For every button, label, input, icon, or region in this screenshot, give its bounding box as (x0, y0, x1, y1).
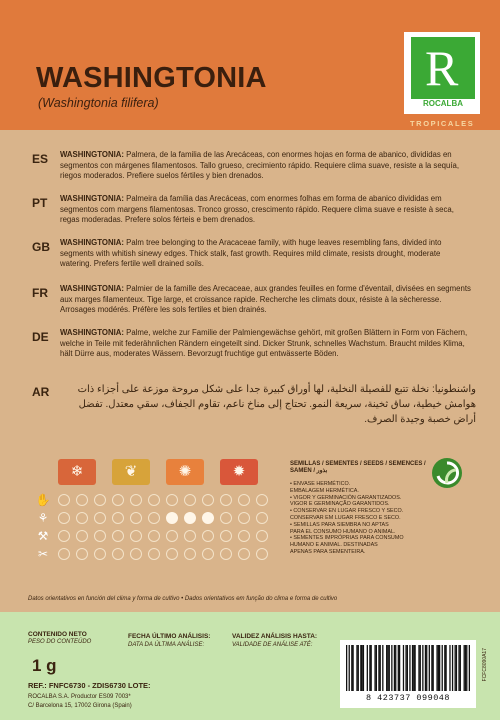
month-dot (220, 530, 232, 542)
month-dot (76, 494, 88, 506)
month-dot (256, 512, 268, 524)
validity-sub: VALIDADE DE ANÁLISE ATÉ: (232, 642, 313, 648)
lang-code-de: DE (32, 330, 49, 344)
seeds-info-line: VIGOR E GERMINAÇÃO GARANTIDOS. (290, 501, 390, 508)
net-content-sub: PESO DO CONTEÚDO (28, 639, 92, 645)
snowflake-icon-glyph: ❄ (70, 463, 84, 480)
month-dot (202, 512, 214, 524)
lang-code-gb: GB (32, 240, 50, 254)
month-dot (256, 494, 268, 506)
sowing-calendar (32, 450, 284, 588)
seeds-info-line: • VIGOR Y GERMINACIÓN GARANTIZADOS. (290, 494, 402, 501)
sun-icon-glyph: ✺ (178, 463, 192, 480)
month-dot (184, 494, 196, 506)
month-dot (130, 512, 142, 524)
barcode-bars (346, 645, 470, 691)
month-dot (166, 530, 178, 542)
month-dot (58, 512, 70, 524)
last-analysis-sub: DATA DA ÚLTIMA ANÁLISE: (128, 642, 205, 648)
snowflake-icon (58, 459, 96, 485)
seeds-info-line: PARA EL CONSUMO HUMANO O ANIMAL. (290, 528, 396, 535)
month-dot (76, 512, 88, 524)
lang-name-fr: WASHINGTONIA: (60, 284, 124, 293)
seeds-info-line: HUMANO E ANIMAL. DESTINADAS (290, 542, 378, 549)
lang-body-fr: Palmier de la famille des Arecaceae, aux grandes feuilles en forme d'éventail, divisées en segments aux marges filamenteux. Tige large, et croissance rapide. Recherche les climats doux, résiste à la sècheresse. Arrosages modérés. Préfère les sols fertiles et bien drainés. (60, 284, 471, 315)
month-dot (166, 512, 178, 524)
sowing-hand-icon: ✋ (35, 493, 51, 507)
month-dot (184, 548, 196, 560)
net-weight: 1 g (32, 656, 57, 675)
month-dot (94, 530, 106, 542)
orientative-footnote: Datos orientativos en función del clima y forma de cultivo • Dados orientativos em função do clima e forma de cultivo (28, 596, 338, 602)
month-dot (166, 494, 178, 506)
month-dot (238, 494, 250, 506)
month-dot (238, 530, 250, 542)
month-dot (184, 530, 196, 542)
lang-code-pt: PT (32, 196, 48, 210)
last-analysis-label: FECHA ÚLTIMO ANÁLISIS: (128, 633, 211, 640)
month-dot (220, 512, 232, 524)
barcode-number: 8 423737 099048 (365, 693, 450, 703)
latin-name: (Washingtonia filifera) (38, 96, 159, 110)
logo-brand: ROCALBA (423, 99, 463, 108)
green-dot-recycle-icon (432, 458, 462, 488)
barcode (340, 640, 476, 708)
month-dot (130, 530, 142, 542)
maple-leaf-icon-glyph: ✹ (232, 463, 246, 480)
month-dot (58, 530, 70, 542)
month-dot (112, 494, 124, 506)
month-dot (130, 494, 142, 506)
seeds-info-line: EMBALAGEM HERMÉTICA. (290, 487, 359, 494)
logo-green-box (411, 37, 475, 99)
reference-lot: REF.: FNFC6730 - ZDIS6730 LOTE: (28, 681, 151, 690)
lang-text-de (60, 328, 472, 360)
lang-code-fr: FR (32, 286, 48, 300)
month-dot (202, 530, 214, 542)
month-dot (238, 512, 250, 524)
month-dot (148, 494, 160, 506)
lang-name-pt: WASHINGTONIA: (60, 194, 124, 203)
month-dot (58, 494, 70, 506)
month-dot (220, 548, 232, 560)
seeds-info-line: • ENVASE HERMÉTICO. (290, 481, 351, 487)
lang-text-fr (60, 284, 472, 316)
lang-text-es (60, 150, 472, 182)
month-dot (202, 494, 214, 506)
month-dot (76, 548, 88, 560)
month-dot (94, 494, 106, 506)
seeds-info-line: APENAS PARA SEMENTEIRA. (290, 549, 366, 555)
lang-name-es: WASHINGTONIA: (60, 150, 124, 159)
month-dot (220, 494, 232, 506)
month-dot (256, 548, 268, 560)
lang-text-gb (60, 238, 472, 270)
month-dot (202, 548, 214, 560)
validity-label: VALIDEZ ANÁLISIS HASTA: (232, 633, 318, 640)
month-dot (148, 530, 160, 542)
lang-body-pt: Palmeira da família das Arecáceas, com enormes folhas em forma de abanico divididas em segmentos com margens filamentosas. Tronco grosso, crescimento rápido. Requere clima suave e resiste à seca, regas moderadas. Prefere solos férteis e bem drenados. (60, 194, 454, 225)
month-dot (166, 548, 178, 560)
lang-body-gb: Palm tree belonging to the Aracaceae family, with huge leaves resembling fans, divided into segments with whitish sinewy edges. Thick stalk, fast growth. Requires mild climate, resists drought, moderate watering. Prefers fertile well drained soils. (60, 238, 442, 269)
lang-text-pt (60, 194, 472, 226)
month-dot (94, 548, 106, 560)
address-line: C/ Barcelona 15, 17002 Girona (Spain) (28, 703, 132, 709)
month-dot (94, 512, 106, 524)
seeds-info-line: • SEMILLAS PARA SIEMBRA NO APTAS (290, 521, 389, 528)
month-dot (112, 548, 124, 560)
product-title: WASHINGTONIA (36, 62, 267, 94)
month-dot (256, 530, 268, 542)
month-dot (76, 530, 88, 542)
month-dot (130, 548, 142, 560)
seeds-info-line: • CONSERVAR EN LUGAR FRESCO Y SECO. (290, 508, 404, 515)
lang-name-de: WASHINGTONIA: (60, 328, 124, 337)
lang-code-es: ES (32, 152, 49, 166)
seeds-info-line: CONSERVAR EM LUGAR FRESCO E SECO. (290, 515, 401, 521)
sun-icon (166, 459, 204, 485)
lang-text-ar: واشنطونيا: نخلة تتبع للفصيلة النخلية، لها أوراق كبيرة جدا على شكل مروحة موزعة على أجزاء ذات هوامش خيطية، ساق ثخينة، سريعة النمو. تحتاج إلى مناخ ناعم، تقاوم الجفاف، سقي معتدل. تفضل أراض خصبة وجيدة الصرف. (77, 384, 476, 425)
month-dot (58, 548, 70, 560)
side-code: FCFC8090A17 (482, 648, 488, 682)
net-content-label: CONTENIDO NETO (28, 631, 87, 638)
lang-name-gb: WASHINGTONIA: (60, 238, 124, 247)
seeds-info-line: • SEMENTES IMPRÓPRIAS PARA CONSUMO (290, 535, 404, 542)
rocalba-logo (404, 32, 480, 114)
logo-line: TROPICALES (410, 119, 475, 128)
seedbed-icon: ⚘ (37, 511, 49, 525)
leaf-icon-glyph: ❦ (124, 463, 138, 480)
lang-code-ar: AR (32, 385, 50, 399)
logo-letter: R (425, 40, 459, 96)
month-dot (184, 512, 196, 524)
month-dot (112, 512, 124, 524)
transplant-icon: ⚒ (37, 529, 49, 543)
seeds-info-title: SEMILLAS / SEMENTES / SEEDS / SEMENCES / SAMEN / بذور (290, 461, 426, 474)
lang-body-de: Palme, welche zur Familie der Palmiengewächse gehört, mit großen Blättern in Form von Fächern, welche in Teile mit federähnlichen Rändern eingeteilt sind. Dicker Strunk, schnelles Wachstum. Braucht mildes Klima, hält Dürre aus, moderates Wässern. Bevorzugt fruchtige gut entwässerte Böden. (60, 328, 468, 359)
maple-leaf-icon (220, 459, 258, 485)
month-dot (238, 548, 250, 560)
harvest-icon: ✂ (37, 547, 49, 561)
month-dot (112, 530, 124, 542)
producer-line: ROCALBA S.A. Productor ES09 7003* (28, 694, 131, 700)
month-dot (148, 548, 160, 560)
lang-body-es: Palmera, de la familia de las Arecáceas, con enormes hojas en forma de abanico, divididas en segmentos con márgenes filamentosos. Tallo grueso, crecimiento rápido. Requiere clima suave, resiste a la sequía, riegos moderados. Prefiere suelos fértiles y bien drenados. (60, 150, 459, 181)
month-dot (148, 512, 160, 524)
leaf-icon (112, 459, 150, 485)
